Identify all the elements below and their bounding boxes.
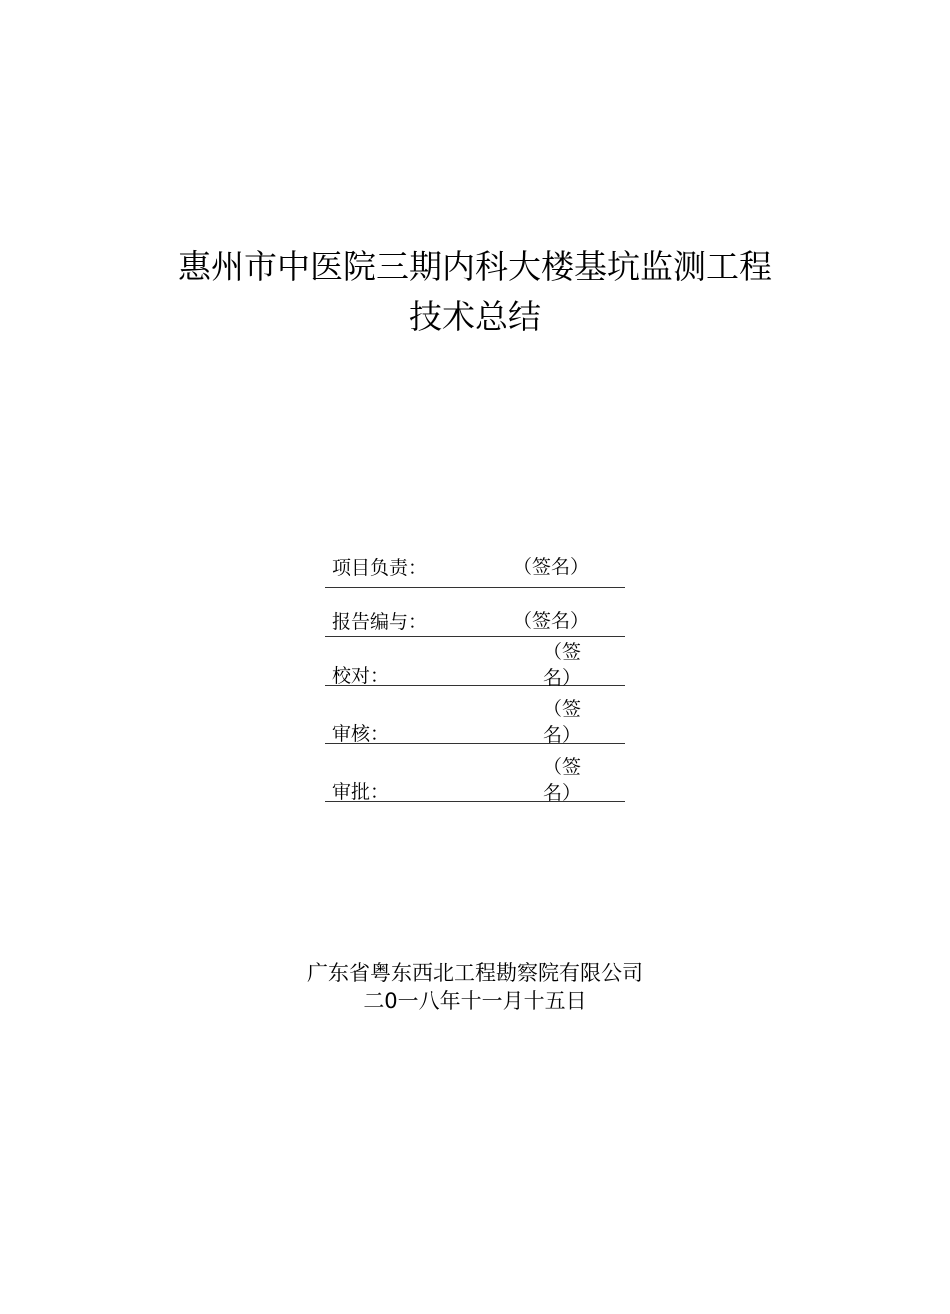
signature-note: （签名）	[543, 641, 582, 689]
signature-label: 审核：	[332, 723, 390, 745]
report-date: 二0一八年十一月十五日	[363, 989, 587, 1013]
signature-note: （签名）	[513, 556, 590, 578]
signature-row-review	[325, 686, 625, 744]
signature-row-proofread	[325, 637, 625, 689]
title-line-1: 惠州市中医院三期内科大楼基坑监测工程	[178, 247, 772, 286]
signature-row-approval	[325, 744, 625, 802]
signature-label: 校对：	[332, 665, 390, 687]
signature-note: （签名）	[513, 610, 590, 632]
signature-label: 审批：	[332, 781, 390, 803]
signature-note: （签名）	[543, 756, 582, 804]
signature-row-project-lead	[325, 553, 625, 588]
signature-row-report-author	[325, 588, 625, 637]
title-line-2: 技术总结	[409, 297, 541, 336]
document-footer	[0, 959, 950, 1015]
document-title	[0, 242, 950, 342]
signature-note: （签名）	[543, 698, 582, 746]
signature-table	[325, 553, 625, 802]
signature-label: 报告编与：	[332, 611, 428, 633]
company-name: 广东省粤东西北工程勘察院有限公司	[307, 961, 643, 985]
signature-label: 项目负责：	[332, 557, 428, 579]
